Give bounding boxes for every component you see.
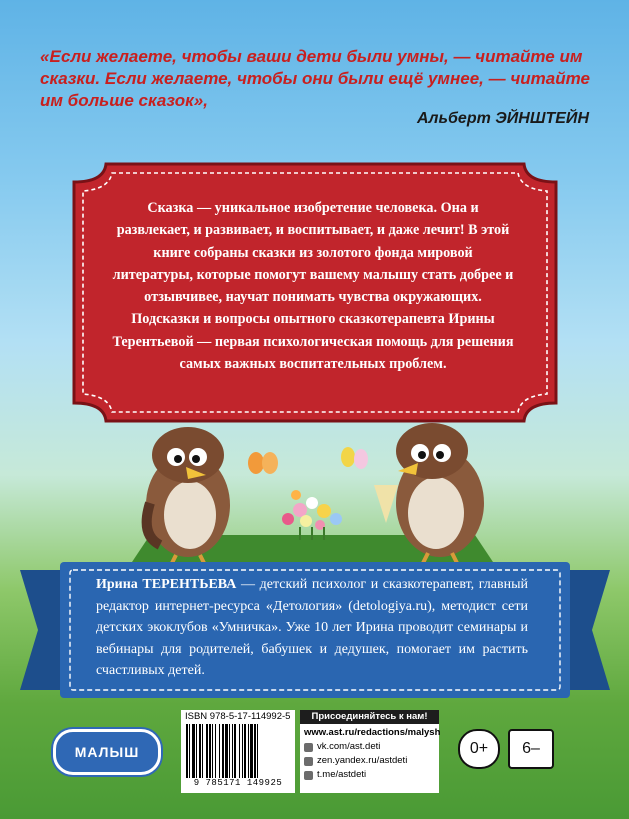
butterfly-icon-left — [248, 452, 278, 474]
social-link-label: zen.yandex.ru/astdeti — [317, 755, 408, 766]
telegram-icon — [304, 771, 313, 780]
author-bio-text: — детский психолог и сказкотерапевт, главный редактор интернет-ресурса «Детология» (detologiya.ru), методист сети детских экоклубов «Умничка». Уже 10 лет Ирина проводит семинары и вебинары для родителей, бабушек и дедушек, помогает им растить счастливых детей. — [96, 577, 528, 678]
social-link-label: vk.com/ast.deti — [317, 741, 381, 752]
author-bio — [96, 574, 528, 682]
social-link-label: t.me/astdeti — [317, 769, 367, 780]
book-description: Сказка — уникальное изобретение человека. Она и развлекает, и развивает, и воспитывает, и даже лечит! В этой книге собраны сказки из золотого фонда мировой литературы, которые помогут вашему малышу стать добрее и отзывчивее, научат понимать чувства окружающих. Подсказки и вопросы опытного сказкотерапевта Ирины Терентьевой — первая психологическая помощь для решения самых важных воспитательных проблем. — [112, 200, 514, 373]
publisher-logo: МАЛЫШ — [53, 729, 161, 775]
isbn-number: ISBN 978-5-17-114992-5 — [185, 711, 291, 722]
barcode-digits: 9 785171 149925 — [193, 778, 283, 788]
social-links-panel — [300, 710, 439, 793]
epigraph-author: Альберт ЭЙНШТЕЙН — [417, 110, 589, 127]
isbn-barcode — [181, 710, 295, 793]
publisher-url[interactable]: www.ast.ru/redactions/malysh — [304, 727, 441, 738]
social-heading: Присоединяйтесь к нам! — [300, 710, 439, 724]
epigraph-quote: «Если желаете, чтобы ваши дети были умны, — читайте им сказки. Если желаете, чтобы они были ещё умнее, — читайте им больше сказок», — [40, 47, 590, 110]
vk-icon — [304, 743, 313, 752]
social-link-zen[interactable] — [300, 754, 439, 768]
barcode-icon — [185, 724, 291, 778]
sparrows-illustration — [0, 415, 629, 575]
age-rating-badge: 0+ — [458, 729, 500, 769]
author-name: Ирина ТЕРЕНТЬЕВА — [96, 577, 237, 592]
social-link-telegram[interactable] — [300, 768, 439, 782]
butterfly-icon-right — [341, 447, 368, 469]
zen-icon — [304, 757, 313, 766]
age-recommendation-badge: 6– — [508, 729, 554, 769]
social-link-vk[interactable] — [300, 740, 439, 754]
flower-bouquet — [282, 490, 342, 540]
